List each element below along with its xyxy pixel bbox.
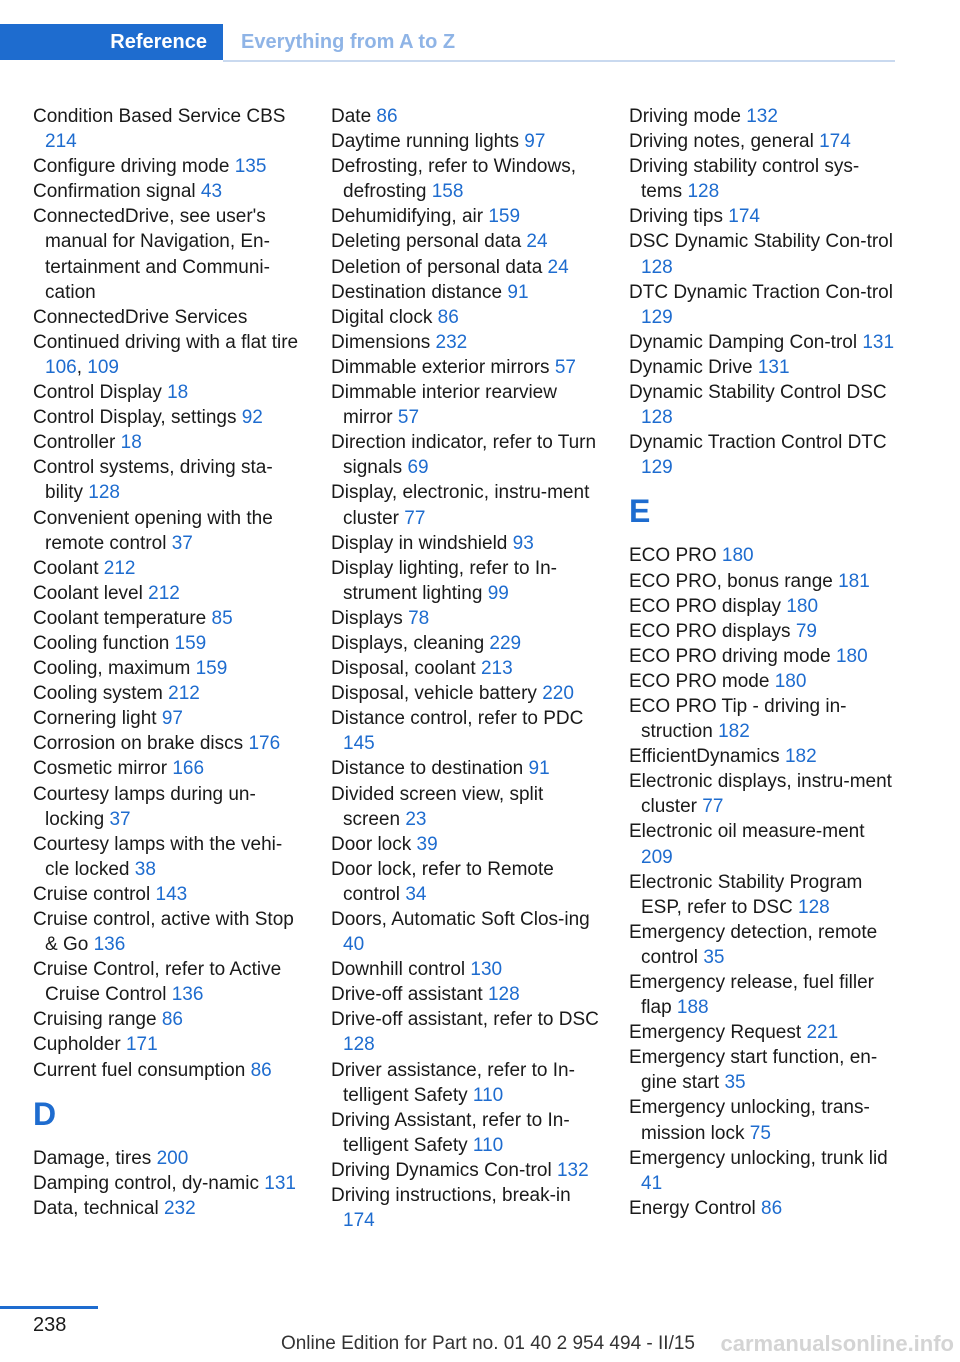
page-reference-link[interactable]: 182 xyxy=(784,746,817,768)
page-reference-link[interactable]: 79 xyxy=(795,620,817,642)
page-reference-link[interactable]: 38 xyxy=(134,858,156,880)
index-term: Divided screen view, split screen xyxy=(331,783,544,830)
index-entry xyxy=(629,594,895,619)
index-term: Emergency start function, en-gine start xyxy=(629,1047,878,1094)
index-term: Defrosting, refer to Windows, defrosting xyxy=(331,156,576,203)
page-reference-link[interactable]: 92 xyxy=(241,407,263,429)
page-reference-link[interactable]: 176 xyxy=(248,733,281,755)
index-term: Drive-off assistant xyxy=(331,984,483,1006)
index-entry xyxy=(33,430,301,455)
index-term: Cruise Control, refer to Active Cruise Control xyxy=(33,959,282,1006)
index-term: Date xyxy=(331,106,372,127)
index-term: Control Display, settings xyxy=(33,407,237,429)
page-reference-link[interactable]: 43 xyxy=(200,181,223,203)
page-reference-link[interactable]: 86 xyxy=(161,1009,183,1031)
page-reference-link[interactable]: 159 xyxy=(174,632,207,654)
index-term: Electronic displays, instru-ment cluster xyxy=(629,771,892,818)
page-reference-link[interactable]: 212 xyxy=(103,557,136,579)
page-reference-link[interactable]: 145 xyxy=(343,733,375,755)
page-reference-link[interactable]: 77 xyxy=(702,796,724,818)
page-reference-link[interactable]: 232 xyxy=(163,1197,196,1219)
page-reference-link[interactable]: 131 xyxy=(264,1172,296,1194)
header-rule xyxy=(223,60,895,62)
index-term: Deleting personal data xyxy=(331,231,522,253)
index-term: Disposal, vehicle battery xyxy=(331,683,537,705)
index-entry xyxy=(33,455,301,505)
index-term: Driving mode xyxy=(629,106,741,127)
index-term: Dynamic Drive xyxy=(629,356,753,378)
index-entry xyxy=(629,619,895,644)
page-reference-link[interactable]: 174 xyxy=(728,206,760,228)
index-entry xyxy=(331,857,599,907)
index-entry xyxy=(33,756,301,781)
index-entry xyxy=(629,104,895,129)
index-entry xyxy=(629,355,895,380)
index-term: Condition Based Service CBS xyxy=(33,106,286,127)
index-term: Cooling, maximum xyxy=(33,658,191,680)
page-reference-link[interactable]: 99 xyxy=(487,582,509,604)
index-column-1 xyxy=(33,104,301,1221)
index-entry xyxy=(629,1045,895,1095)
index-entry xyxy=(33,882,301,907)
index-term: Deletion of personal data xyxy=(331,256,543,278)
index-entry xyxy=(629,1020,895,1045)
page-reference-link[interactable]: 131 xyxy=(862,331,895,353)
page-reference-link[interactable]: 220 xyxy=(542,683,574,705)
index-entry xyxy=(331,982,599,1007)
index-entry xyxy=(331,154,599,204)
index-term: Data, technical xyxy=(33,1197,159,1219)
index-entry xyxy=(331,756,599,781)
index-term: Control Display xyxy=(33,382,162,404)
index-term: Distance to destination xyxy=(331,758,524,780)
index-term: Dynamic Traction Control DTC xyxy=(629,432,887,454)
page-reference-link[interactable]: 212 xyxy=(168,683,200,705)
index-term: Electronic Stability Program ESP, refer to DSC xyxy=(629,871,863,918)
page-reference-link[interactable]: 132 xyxy=(556,1159,589,1181)
index-term: Dynamic Stability Control DSC xyxy=(629,382,887,404)
page-reference-link[interactable]: 159 xyxy=(195,658,228,680)
page-reference-link[interactable]: 166 xyxy=(172,758,205,780)
page-reference-link[interactable]: 128 xyxy=(687,181,720,203)
page-reference-link[interactable]: 182 xyxy=(718,721,750,743)
index-term: ECO PRO display xyxy=(629,595,782,617)
index-entry xyxy=(33,1196,301,1221)
page-reference-link[interactable]: 93 xyxy=(512,532,534,554)
index-term: Destination distance xyxy=(331,281,503,303)
chapter-title: Everything from A to Z xyxy=(241,30,456,53)
index-term: Courtesy lamps with the vehi-cle locked xyxy=(33,833,283,880)
page-reference-link[interactable]: 86 xyxy=(437,306,459,328)
index-term: DSC Dynamic Stability Con-trol xyxy=(629,231,893,253)
index-entry xyxy=(33,204,301,304)
index-letter-heading: E xyxy=(629,493,651,530)
index-entry xyxy=(33,405,301,430)
index-entry xyxy=(33,380,301,405)
index-entry xyxy=(629,644,895,669)
index-term: Control systems, driving sta-bility xyxy=(33,457,273,504)
index-entry xyxy=(331,129,599,154)
page-reference-link[interactable]: 37 xyxy=(109,808,131,830)
page-reference-link[interactable]: 181 xyxy=(838,570,870,592)
index-entry xyxy=(629,543,895,568)
index-entry xyxy=(629,154,895,204)
index-term: Cruise control, active with Stop & Go xyxy=(33,909,294,956)
index-entry xyxy=(629,769,895,819)
index-entry xyxy=(331,706,599,756)
index-entry xyxy=(331,531,599,556)
index-column-2 xyxy=(331,104,599,1233)
page-reference-link[interactable]: 41 xyxy=(641,1172,663,1194)
index-entry xyxy=(33,154,301,179)
page-reference-link[interactable]: 171 xyxy=(125,1034,158,1056)
index-entry xyxy=(331,305,599,330)
index-term: Cupholder xyxy=(33,1034,121,1056)
index-entry xyxy=(629,1095,895,1145)
page-reference-link[interactable]: 209 xyxy=(641,846,673,868)
page-reference-link[interactable]: 109 xyxy=(87,356,119,378)
index-entry xyxy=(331,631,599,656)
index-entry xyxy=(33,1171,301,1196)
edition-note: Online Edition for Part no. 01 40 2 954 494 - II/15 xyxy=(280,1333,695,1354)
index-entry xyxy=(33,1058,301,1083)
index-term: Coolant xyxy=(33,557,99,579)
index-entry xyxy=(331,1183,599,1233)
page-header xyxy=(0,24,895,62)
index-term: Driver assistance, refer to In-telligent Safety xyxy=(331,1059,575,1106)
index-term: Displays xyxy=(331,607,403,629)
index-entry xyxy=(33,104,301,154)
page-reference-link[interactable]: 91 xyxy=(507,281,529,303)
index-entry xyxy=(629,920,895,970)
index-term: Door lock xyxy=(331,833,412,855)
index-term: ECO PRO mode xyxy=(629,670,770,692)
page-reference-link[interactable]: 40 xyxy=(343,934,365,956)
index-term: Courtesy lamps during un-locking xyxy=(33,783,256,830)
index-entry xyxy=(33,1032,301,1057)
index-term: Energy Control xyxy=(629,1197,756,1219)
index-letter-heading: D xyxy=(33,1095,57,1132)
page-reference-link[interactable]: 91 xyxy=(528,758,550,780)
index-entry xyxy=(33,782,301,832)
page-reference-link[interactable]: 174 xyxy=(343,1210,375,1232)
page-reference-link[interactable]: 23 xyxy=(405,808,427,830)
page-reference-link[interactable]: 24 xyxy=(526,231,548,253)
index-entry xyxy=(629,870,895,920)
index-term: Disposal, coolant xyxy=(331,658,476,680)
page-reference-link[interactable]: 128 xyxy=(641,407,673,429)
page-reference-link[interactable]: 188 xyxy=(676,997,709,1019)
index-entry xyxy=(33,1007,301,1032)
index-entry xyxy=(33,506,301,556)
index-entry xyxy=(33,179,301,204)
page-reference-link[interactable]: 110 xyxy=(472,1084,504,1106)
index-term: Driving stability control sys-tems xyxy=(629,156,860,203)
index-term: ECO PRO xyxy=(629,545,717,567)
page-reference-link[interactable]: 180 xyxy=(786,595,819,617)
index-term: Driving tips xyxy=(629,206,723,228)
index-term: Driving notes, general xyxy=(629,131,814,153)
index-entry xyxy=(33,731,301,756)
index-term: Damping control, dy-namic xyxy=(33,1172,259,1194)
page-reference-link[interactable]: 174 xyxy=(819,131,851,153)
page-reference-link[interactable]: 128 xyxy=(88,482,120,504)
index-term: Electronic oil measure-ment xyxy=(629,821,865,843)
index-entry xyxy=(629,694,895,744)
index-term: Emergency detection, remote control xyxy=(629,921,878,968)
page-reference-link[interactable]: 35 xyxy=(724,1072,746,1094)
index-term: Controller xyxy=(33,432,116,454)
index-term: Dimmable interior rearview mirror xyxy=(331,382,557,429)
page-reference-link[interactable]: 213 xyxy=(480,658,513,680)
page-reference-link[interactable]: 75 xyxy=(749,1122,771,1144)
page-reference-link[interactable]: 229 xyxy=(489,632,522,654)
index-term: Coolant temperature xyxy=(33,607,207,629)
index-entry xyxy=(331,782,599,832)
index-entry xyxy=(331,556,599,606)
page-reference-link[interactable]: 85 xyxy=(211,607,233,629)
index-entry xyxy=(629,669,895,694)
index-term: Configure driving mode xyxy=(33,156,230,178)
index-term: Direction indicator, refer to Turn signals xyxy=(331,432,597,479)
index-term: Doors, Automatic Soft Clos-ing xyxy=(331,909,590,930)
page-reference-link[interactable]: 18 xyxy=(167,382,189,404)
index-entry xyxy=(331,656,599,681)
page-reference-link[interactable]: 136 xyxy=(171,984,204,1006)
index-entry xyxy=(33,681,301,706)
index-term: Display in windshield xyxy=(331,532,508,554)
index-term: Display lighting, refer to In-strument lighting xyxy=(331,557,557,604)
index-term: ECO PRO Tip - driving in-struction xyxy=(629,695,847,743)
index-entry xyxy=(629,1196,895,1221)
page-reference-link[interactable]: 86 xyxy=(376,106,398,127)
page-reference-link[interactable]: 232 xyxy=(435,331,468,353)
page-reference-link[interactable]: 37 xyxy=(171,532,193,554)
index-term: Drive-off assistant, refer to DSC xyxy=(331,1009,599,1031)
page-reference-link[interactable]: 143 xyxy=(155,883,188,905)
index-entry xyxy=(33,606,301,631)
page-reference-link[interactable]: 77 xyxy=(404,507,426,529)
index-entry xyxy=(331,1108,599,1158)
index-entry xyxy=(629,569,895,594)
page-reference-link[interactable]: 69 xyxy=(407,457,429,479)
page-reference-link[interactable]: 180 xyxy=(721,545,754,567)
index-entry xyxy=(331,907,599,957)
index-entry xyxy=(629,280,895,330)
page-number: 238 xyxy=(33,1314,67,1336)
index-term: Emergency unlocking, trans-mission lock xyxy=(629,1097,870,1144)
index-term: Distance control, refer to PDC xyxy=(331,708,584,730)
page-reference-link[interactable]: 78 xyxy=(408,607,430,629)
index-term: Confirmation signal xyxy=(33,181,196,203)
index-term: ConnectedDrive, see user's manual for Navigation, En-tertainment and Communi-cation xyxy=(33,206,270,303)
index-entry xyxy=(629,430,895,480)
page-reference-link[interactable]: 135 xyxy=(234,156,267,178)
page-reference-link[interactable]: 180 xyxy=(835,645,868,667)
index-entry xyxy=(629,204,895,229)
index-entry xyxy=(331,832,599,857)
index-entry xyxy=(629,1146,895,1196)
index-term: Dimmable exterior mirrors xyxy=(331,356,550,378)
index-entry xyxy=(629,129,895,154)
index-entry xyxy=(33,832,301,882)
page-reference-link[interactable]: 86 xyxy=(250,1059,272,1081)
page-reference-link[interactable]: 158 xyxy=(431,181,464,203)
index-term: Door lock, refer to Remote control xyxy=(331,858,554,905)
index-entry xyxy=(33,706,301,731)
index-term: ECO PRO, bonus range xyxy=(629,570,833,592)
index-term: Dehumidifying, air xyxy=(331,206,484,228)
index-term: Current fuel consumption xyxy=(33,1059,246,1081)
index-term: Daytime running lights xyxy=(331,131,519,153)
page-reference-link[interactable]: 129 xyxy=(641,306,673,328)
index-entry xyxy=(629,330,895,355)
index-entry xyxy=(331,204,599,229)
page-reference-link[interactable]: 136 xyxy=(93,934,126,956)
page-reference-link[interactable]: 128 xyxy=(798,896,830,918)
page-reference-link[interactable]: 214 xyxy=(45,131,77,153)
index-term: EfficientDynamics xyxy=(629,746,780,768)
index-entry xyxy=(331,355,599,380)
index-entry xyxy=(331,480,599,530)
page-reference-link[interactable]: 212 xyxy=(148,582,180,604)
index-term: ConnectedDrive Services xyxy=(33,306,248,328)
index-entry xyxy=(331,330,599,355)
index-entry xyxy=(331,229,599,254)
index-term: Coolant level xyxy=(33,582,143,604)
index-term: Cooling system xyxy=(33,683,163,705)
index-entry xyxy=(331,1007,599,1057)
index-entry xyxy=(331,380,599,430)
index-term: Dynamic Damping Con-trol xyxy=(629,331,858,353)
footer-rule xyxy=(0,1306,98,1309)
page-reference-link[interactable]: 131 xyxy=(757,356,790,378)
page-reference-link[interactable]: 39 xyxy=(416,833,438,855)
page-reference-link[interactable]: 132 xyxy=(746,106,778,127)
index-entry xyxy=(629,744,895,769)
index-term: Continued driving with a flat tire xyxy=(33,331,299,353)
page-reference-link[interactable]: 97 xyxy=(161,708,183,730)
index-entry xyxy=(629,970,895,1020)
index-column-3 xyxy=(629,104,895,1221)
index-term: Cosmetic mirror xyxy=(33,758,168,780)
index-entry xyxy=(331,606,599,631)
page-reference-link[interactable]: 128 xyxy=(487,984,520,1006)
index-entry xyxy=(629,819,895,869)
page-reference-link[interactable]: 159 xyxy=(488,206,521,228)
index-term: Driving instructions, break-in xyxy=(331,1185,571,1207)
index-entry xyxy=(629,229,895,279)
page-reference-link[interactable]: 97 xyxy=(524,131,546,153)
page-reference-link[interactable]: 106 xyxy=(45,356,77,378)
index-term: ECO PRO driving mode xyxy=(629,645,831,667)
index-term: Emergency unlocking, trunk lid xyxy=(629,1147,888,1169)
page-reference-link[interactable]: 86 xyxy=(761,1197,783,1219)
index-entry xyxy=(33,907,301,957)
index-entry xyxy=(331,957,599,982)
index-entry xyxy=(629,380,895,430)
watermark: carmanualsonline.info xyxy=(720,1331,954,1356)
index-entry xyxy=(331,681,599,706)
page-reference-link[interactable]: 221 xyxy=(806,1022,839,1044)
index-entry: Continued driving with a flat tire 106, 109 xyxy=(33,331,299,378)
index-term: Cornering light xyxy=(33,708,157,730)
index-entry xyxy=(33,581,301,606)
index-entry xyxy=(33,556,301,581)
index-entry xyxy=(331,1158,599,1183)
page-reference-link[interactable]: 180 xyxy=(774,670,807,692)
page-reference-link[interactable]: 34 xyxy=(405,883,427,905)
index-term: Emergency Request xyxy=(629,1022,802,1044)
index-entry xyxy=(331,104,599,129)
page-reference-link[interactable]: 129 xyxy=(641,457,673,479)
index-entry xyxy=(33,957,301,1007)
page-reference-link[interactable]: 18 xyxy=(120,432,142,454)
page-reference-link[interactable]: 57 xyxy=(397,407,420,429)
index-entry xyxy=(331,280,599,305)
index-term: Dimensions xyxy=(331,331,431,353)
page-reference-link[interactable]: 128 xyxy=(641,256,673,278)
index-term: Cooling function xyxy=(33,632,170,654)
index-term: Damage, tires xyxy=(33,1147,152,1169)
index-entry xyxy=(331,1058,599,1108)
index-term: Convenient opening with the remote control xyxy=(33,507,273,554)
index-entry xyxy=(331,430,599,480)
index-term: Driving Assistant, refer to In-telligent Safety xyxy=(331,1109,570,1156)
index-term: Downhill control xyxy=(331,959,466,981)
index-term: Cruise control xyxy=(33,883,151,905)
index-entry xyxy=(331,255,599,280)
page-reference-link[interactable]: 35 xyxy=(703,946,725,968)
index-entry xyxy=(33,305,301,330)
page-reference-link[interactable]: 200 xyxy=(156,1147,189,1169)
index-term: Digital clock xyxy=(331,306,433,328)
index-term: ECO PRO displays xyxy=(629,620,791,642)
page-reference-link[interactable]: 110 xyxy=(472,1134,504,1156)
page-reference-link[interactable]: 128 xyxy=(343,1034,375,1056)
index-term: Driving Dynamics Con-trol xyxy=(331,1159,552,1181)
index-entry xyxy=(33,631,301,656)
index-entry xyxy=(33,656,301,681)
index-entry xyxy=(33,1146,301,1171)
section-tab: Reference xyxy=(0,24,223,60)
index-term: DTC Dynamic Traction Con-trol xyxy=(629,281,893,303)
index-term: Display, electronic, instru-ment cluster xyxy=(331,482,590,529)
index-term: Emergency release, fuel filler flap xyxy=(629,972,874,1019)
page-reference-link[interactable]: 24 xyxy=(547,256,569,278)
index-term: Cruising range xyxy=(33,1009,157,1031)
page-reference-link[interactable]: 130 xyxy=(470,959,503,981)
page-reference-link[interactable]: 57 xyxy=(554,356,576,378)
index-term: Corrosion on brake discs xyxy=(33,733,244,755)
index-term: Displays, cleaning xyxy=(331,632,485,654)
